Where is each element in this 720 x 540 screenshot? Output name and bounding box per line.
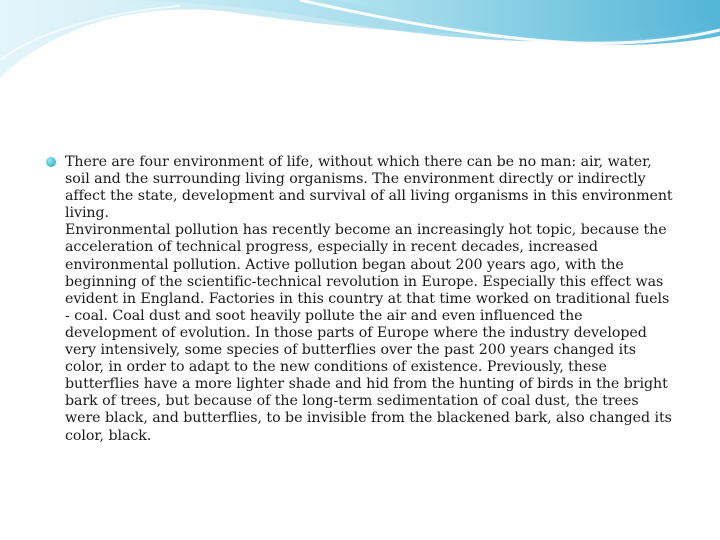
paragraph-intro: There are four environment of life, without which there can be no man: air, water, soil and the surrounding living organisms. The environment directly or indirectly affect the state, development and survival of all living organisms in this environment living. <box>65 154 673 222</box>
bullet-item <box>46 154 678 445</box>
paragraph-pollution: Environmental pollution has recently become an increasingly hot topic, because the acceleration of technical progress, especially in recent decades, increased environmental pollution. Active pollution began about 200 years ago, with the beginning of the scientific-technical revolution in Europe. Especially this effect was evident in England. Factories in this country at that time worked on traditional fuels - coal. Coal dust and soot heavily pollute the air and even influenced the development of evolution. In those parts of Europe where the industry developed very intensively, some species of butterflies over the past 200 years changed its color, in order to adapt to the new conditions of existence. Previously, these butterflies have a more lighter shade and hid from the hunting of birds in the bright bark of trees, but because of the long-term sedimentation of coal dust, the trees were black, and butterflies, to be invisible from the blackened bark, also changed its color, black. <box>65 222 672 444</box>
slide-body <box>46 154 678 445</box>
round-bullet-icon <box>46 157 56 167</box>
header-wave-decoration <box>0 0 720 90</box>
